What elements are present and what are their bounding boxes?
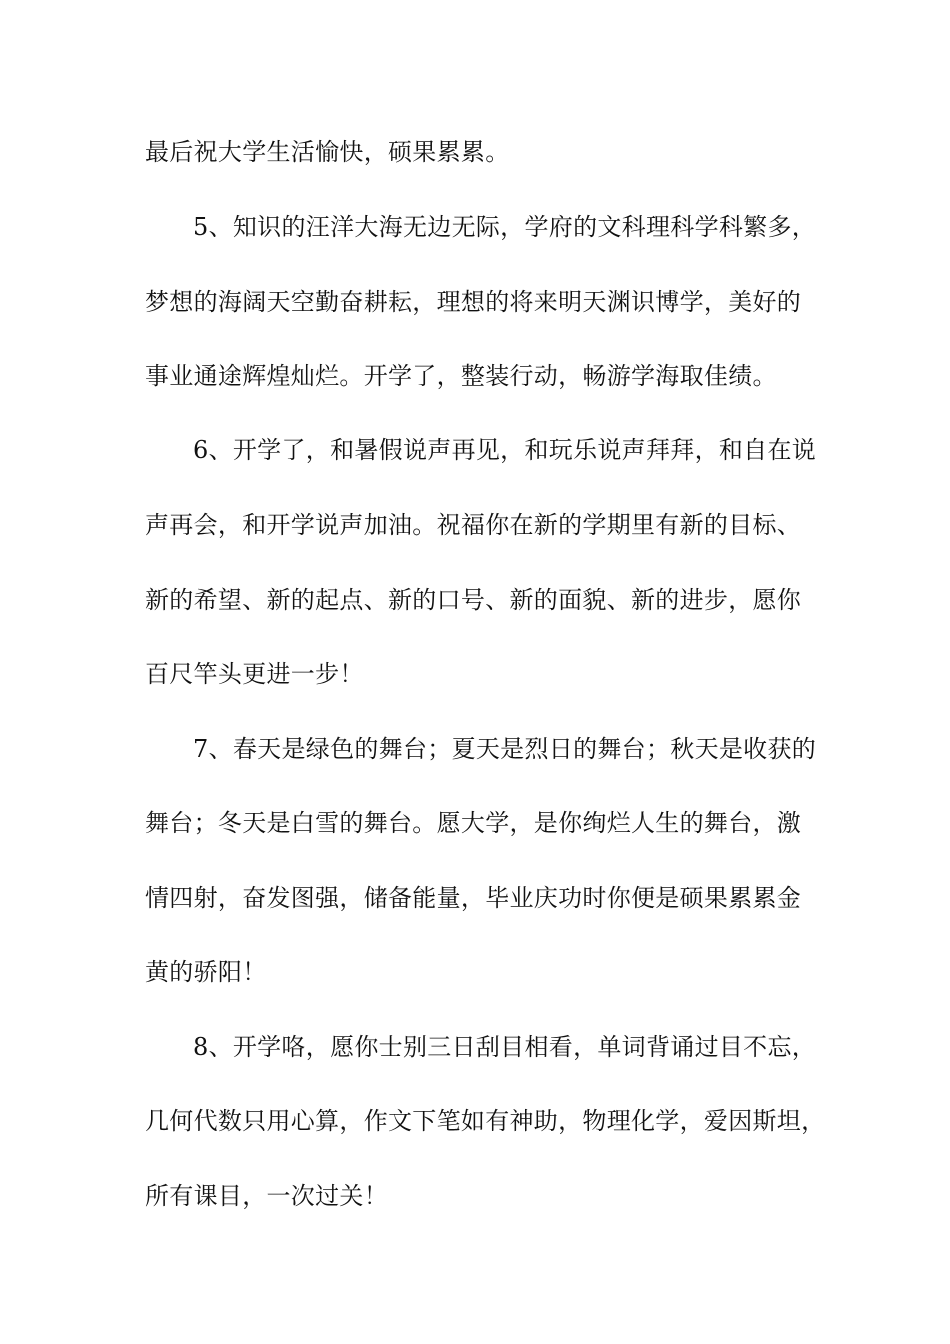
paragraph-8-line-3: 所有课目，一次过关！ (145, 1182, 388, 1210)
paragraph-8-line-2: 几何代数只用心算，作文下笔如有神助，物理化学，爱因斯坦， (145, 1107, 826, 1135)
paragraph-7-line-2: 舞台；冬天是白雪的舞台。愿大学，是你绚烂人生的舞台，激 (145, 809, 802, 837)
paragraph-5-line-1: 5、知识的汪洋大海无边无际，学府的文科理科学科繁多， (193, 213, 817, 241)
paragraph-7-line-1: 7、春天是绿色的舞台；夏天是烈日的舞台；秋天是收获的 (193, 735, 817, 763)
paragraph-6-line-2: 声再会，和开学说声加油。祝福你在新的学期里有新的目标、 (145, 511, 802, 539)
paragraph-6-line-1: 6、开学了，和暑假说声再见，和玩乐说声拜拜，和自在说 (193, 436, 817, 464)
paragraph-7-line-3: 情四射，奋发图强，储备能量，毕业庆功时你便是硕果累累金 (145, 884, 802, 912)
paragraph-6-line-4: 百尺竿头更进一步！ (145, 660, 364, 688)
text-line-closing: 最后祝大学生活愉快，硕果累累。 (145, 138, 510, 166)
paragraph-5-line-3: 事业通途辉煌灿烂。开学了，整装行动，畅游学海取佳绩。 (145, 362, 777, 390)
paragraph-7-line-4: 黄的骄阳！ (145, 958, 267, 986)
paragraph-8-line-1: 8、开学咯，愿你士别三日刮目相看，单词背诵过目不忘， (193, 1033, 817, 1061)
paragraph-6-line-3: 新的希望、新的起点、新的口号、新的面貌、新的进步，愿你 (145, 586, 802, 614)
paragraph-5-line-2: 梦想的海阔天空勤奋耕耘，理想的将来明天渊识博学，美好的 (145, 288, 802, 316)
